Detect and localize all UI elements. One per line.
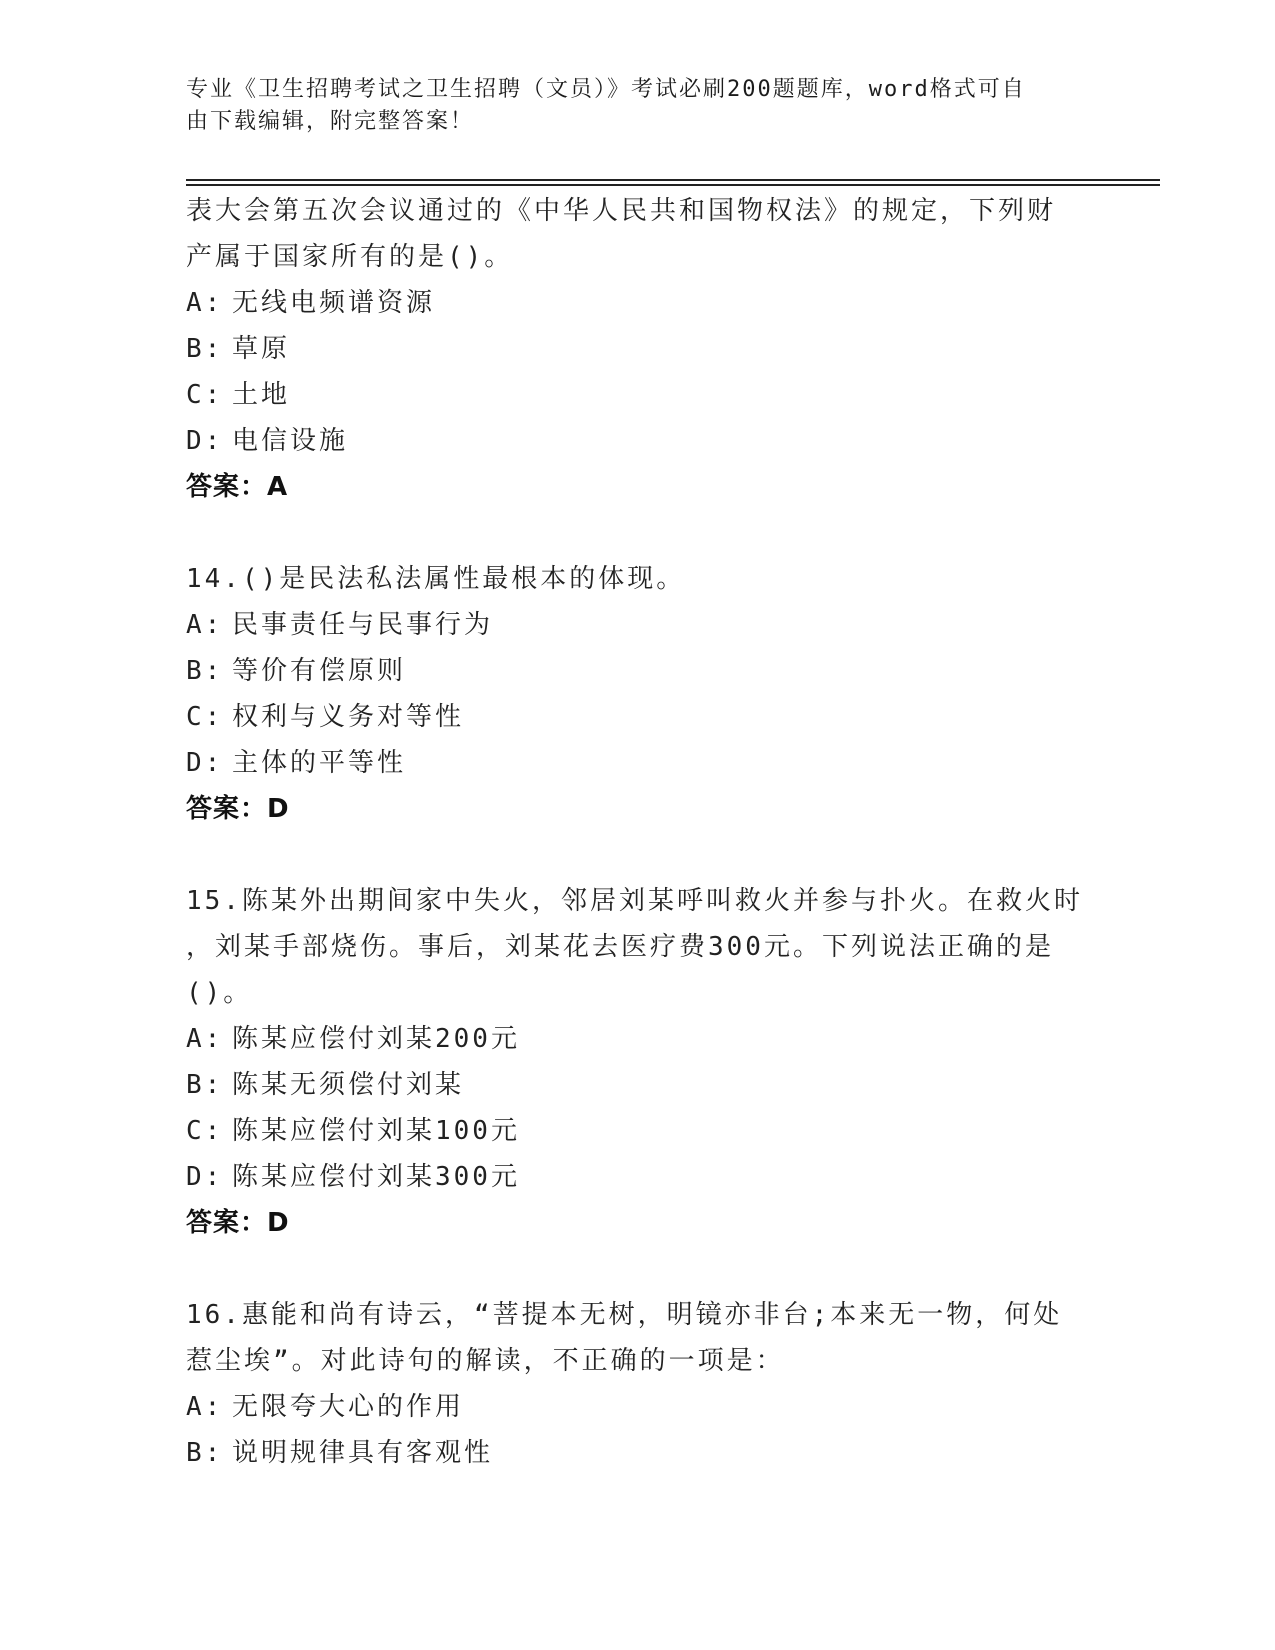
- question-text-line: 16.惠能和尚有诗云，“菩提本无树，明镜亦非台;本来无一物，何处: [186, 1300, 1063, 1330]
- spacer: [186, 1246, 1086, 1292]
- option-text: 无限夸大心的作用: [232, 1392, 465, 1422]
- option-label: B:: [186, 334, 224, 364]
- option-a: [186, 280, 1086, 326]
- option-a: [186, 1016, 1086, 1062]
- question-list: [186, 188, 1086, 1476]
- question-block: [186, 878, 1086, 1246]
- question-text-line: 产属于国家所有的是()。: [186, 242, 514, 272]
- option-label: A:: [186, 1024, 224, 1054]
- option-text: 陈某应偿付刘某100元: [232, 1116, 520, 1146]
- option-text: 民事责任与民事行为: [232, 610, 494, 640]
- option-label: B:: [186, 1438, 224, 1468]
- option-label: C:: [186, 1116, 224, 1146]
- option-label: D:: [186, 748, 224, 778]
- option-label: C:: [186, 380, 224, 410]
- answer-line: 答案：A: [186, 472, 289, 502]
- document-header: [186, 74, 1086, 138]
- question-text-line: ()。: [186, 978, 253, 1008]
- option-c: [186, 694, 1086, 740]
- option-label: A:: [186, 1392, 224, 1422]
- option-d: [186, 418, 1086, 464]
- option-text: 等价有偿原则: [232, 656, 407, 686]
- question-text-line: ，刘某手部烧伤。事后，刘某花去医疗费300元。下列说法正确的是: [186, 932, 1054, 962]
- question-block: [186, 188, 1086, 510]
- option-text: 陈某应偿付刘某300元: [232, 1162, 520, 1192]
- option-label: D:: [186, 1162, 224, 1192]
- option-b: [186, 648, 1086, 694]
- question-text-line: 表大会第五次会议通过的《中华人民共和国物权法》的规定，下列财: [186, 196, 1057, 226]
- option-a: [186, 602, 1086, 648]
- spacer: [186, 832, 1086, 878]
- option-text: 权利与义务对等性: [232, 702, 465, 732]
- option-label: B:: [186, 1070, 224, 1100]
- header-line-1: 专业《卫生招聘考试之卫生招聘（文员）》考试必刷200题题库，word格式可自: [186, 77, 1026, 102]
- option-b: [186, 1062, 1086, 1108]
- option-text: 草原: [232, 334, 291, 364]
- option-text: 土地: [232, 380, 291, 410]
- option-text: 陈某应偿付刘某200元: [232, 1024, 520, 1054]
- option-label: B:: [186, 656, 224, 686]
- option-text: 陈某无须偿付刘某: [232, 1070, 465, 1100]
- question-block: [186, 1292, 1086, 1476]
- answer-line: 答案：D: [186, 794, 290, 824]
- header-divider-bottom: [186, 184, 1160, 186]
- answer-line: 答案：D: [186, 1208, 290, 1238]
- option-label: D:: [186, 426, 224, 456]
- option-text: 电信设施: [232, 426, 349, 456]
- option-text: 说明规律具有客观性: [232, 1438, 494, 1468]
- option-text: 主体的平等性: [232, 748, 407, 778]
- option-text: 无线电频谱资源: [232, 288, 436, 318]
- option-label: A:: [186, 288, 224, 318]
- question-text-line: 14.()是民法私法属性最根本的体现。: [186, 564, 686, 594]
- question-text-line: 惹尘埃”。对此诗句的解读，不正确的一项是：: [186, 1346, 785, 1376]
- header-line-2: 由下载编辑，附完整答案！: [186, 109, 475, 134]
- option-d: [186, 740, 1086, 786]
- option-c: [186, 372, 1086, 418]
- question-block: [186, 556, 1086, 832]
- option-d: [186, 1154, 1086, 1200]
- option-b: [186, 1430, 1086, 1476]
- option-a: [186, 1384, 1086, 1430]
- spacer: [186, 510, 1086, 556]
- option-c: [186, 1108, 1086, 1154]
- header-divider-top: [186, 179, 1160, 181]
- option-label: A:: [186, 610, 224, 640]
- option-b: [186, 326, 1086, 372]
- question-text-line: 15.陈某外出期间家中失火，邻居刘某呼叫救火并参与扑火。在救火时: [186, 886, 1083, 916]
- option-label: C:: [186, 702, 224, 732]
